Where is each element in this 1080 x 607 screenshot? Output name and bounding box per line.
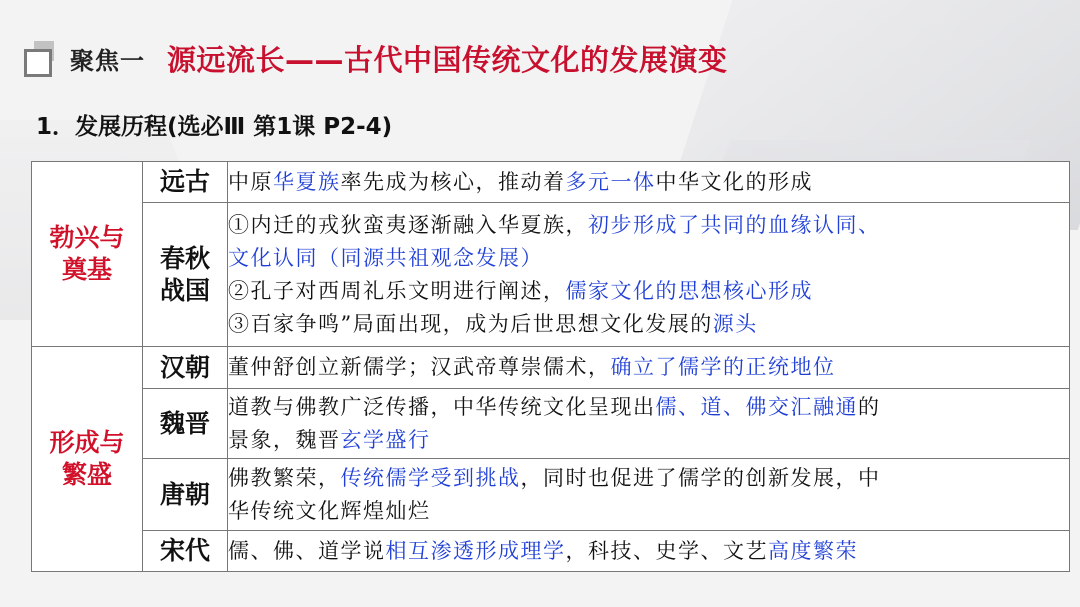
stage-label: 勃兴与 奠基 xyxy=(32,162,143,347)
squares-logo-icon xyxy=(24,41,58,75)
period-label: 汉朝 xyxy=(143,347,228,389)
table-row xyxy=(32,459,1070,531)
period-label: 魏晋 xyxy=(143,389,228,459)
table-row xyxy=(32,162,1070,203)
stage-label: 形成与 繁盛 xyxy=(32,347,143,572)
focus-label: 聚焦一 xyxy=(70,46,145,75)
period-label: 春秋 战国 xyxy=(143,203,228,347)
period-label: 宋代 xyxy=(143,531,228,572)
table-row xyxy=(32,389,1070,459)
period-label: 唐朝 xyxy=(143,459,228,531)
content-cell: 董仲舒创立新儒学；汉武帝尊崇儒术，确立了儒学的正统地位 xyxy=(228,347,1070,389)
period-label: 远古 xyxy=(143,162,228,203)
content-cell: 佛教繁荣，传统儒学受到挑战，同时也促进了儒学的创新发展，中 华传统文化辉煌灿烂 xyxy=(228,459,1070,531)
slide-header xyxy=(24,36,728,80)
section-subtitle: 1．发展历程(选必Ⅲ 第1课 P2-4) xyxy=(36,114,393,140)
slide-title: 源远流长——古代中国传统文化的发展演变 xyxy=(167,42,728,77)
content-cell: 儒、佛、道学说相互渗透形成理学，科技、史学、文艺高度繁荣 xyxy=(228,531,1070,572)
development-table xyxy=(31,161,1070,572)
content-cell: 中原华夏族率先成为核心，推动着多元一体中华文化的形成 xyxy=(228,162,1070,203)
table-row xyxy=(32,347,1070,389)
content-cell: ①内迁的戎狄蛮夷逐渐融入华夏族，初步形成了共同的血缘认同、 文化认同（同源共祖观念发展） ②孔子对西周礼乐文明进行阐述，儒家文化的思想核心形成 ③百家争鸣”局面出现，成为后世思想文化发展的源头 xyxy=(228,203,1070,347)
content-cell: 道教与佛教广泛传播，中华传统文化呈现出儒、道、佛交汇融通的 景象，魏晋玄学盛行 xyxy=(228,389,1070,459)
table-row xyxy=(32,531,1070,572)
table-row xyxy=(32,203,1070,347)
